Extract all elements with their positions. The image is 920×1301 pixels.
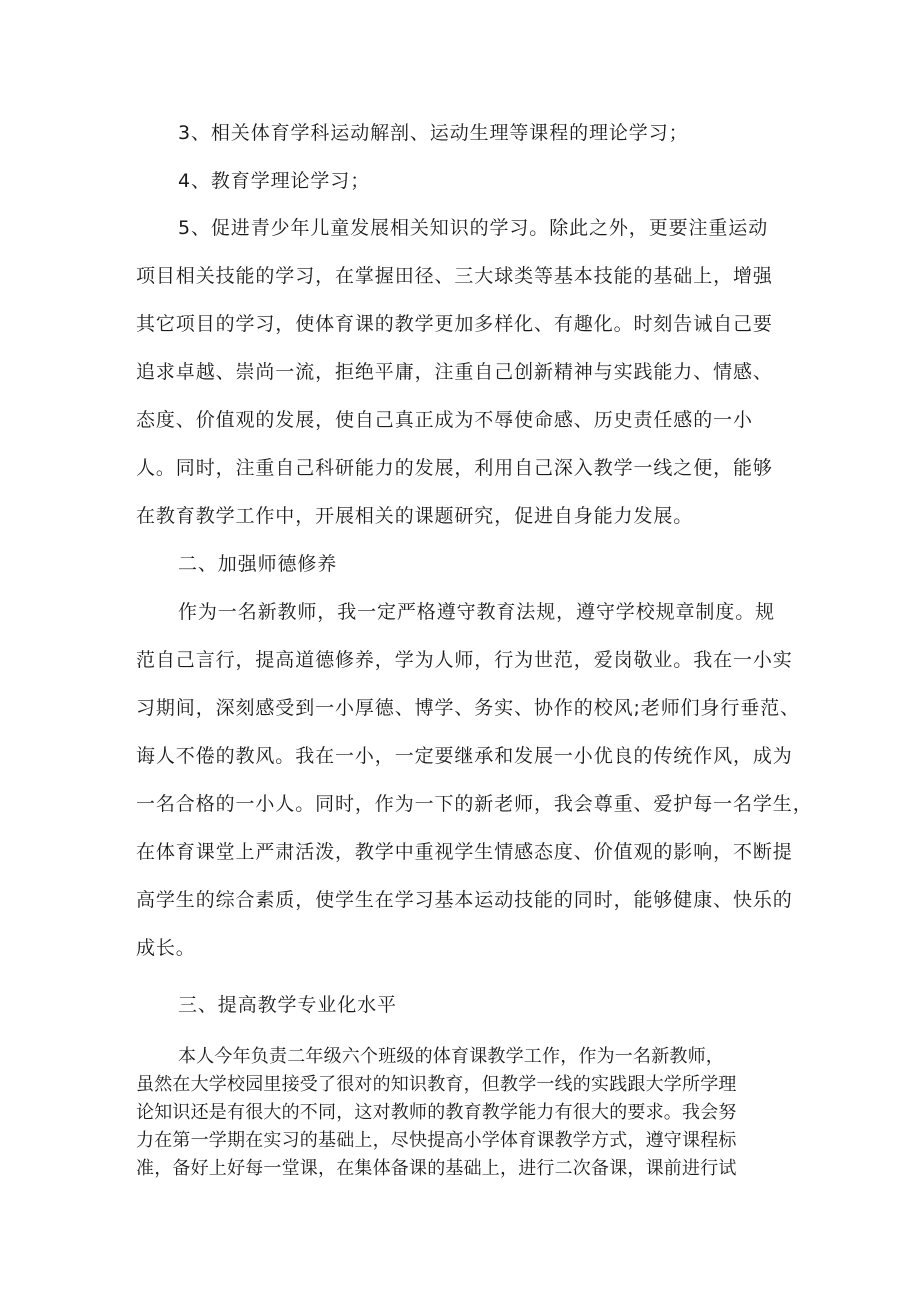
paragraph-line: 习期间，深刻感受到一小厚德、博学、务实、协作的校风;老师们身行垂范、 [136, 697, 801, 719]
paragraph-line: 诲人不倦的教风。我在一小，一定要继承和发展一小优良的传统作风，成为 [136, 745, 793, 767]
list-item-3: 3、相关体育学科运动解剖、运动生理等课程的理论学习； [178, 122, 689, 144]
paragraph-line: 在体育课堂上严肃活泼，教学中重视学生情感态度、价值观的影响，不断提 [136, 841, 793, 863]
paragraph-line: 在教育教学工作中，开展相关的课题研究，促进自身能力发展。 [136, 505, 694, 527]
paragraph-line: 高学生的综合素质，使学生在学习基本运动技能的同时，能够健康、快乐的 [136, 889, 793, 911]
paragraph-line: 力在第一学期在实习的基础上，尽快提高小学体育课教学方式，遵守课程标 [136, 1130, 737, 1151]
paragraph-line: 人。同时，注重自己科研能力的发展，利用自己深入教学一线之便，能够 [136, 457, 773, 479]
paragraph-line: 本人今年负责二年级六个班级的体育课教学工作，作为一名新教师， [178, 1046, 724, 1067]
paragraph-line: 项目相关技能的学习，在掌握田径、三大球类等基本技能的基础上，增强 [136, 265, 773, 287]
paragraph-line: 范自己言行，提高道德修养，学为人师，行为世范，爱岗敬业。我在一小实 [136, 649, 793, 671]
list-item-5: 5、促进青少年儿童发展相关知识的学习。除此之外，更要注重运动 [178, 217, 769, 239]
paragraph-line: 态度、价值观的发展，使自己真正成为不辱使命感、历史责任感的一小 [136, 409, 753, 431]
paragraph-line: 一名合格的一小人。同时，作为一下的新老师，我会尊重、爱护每一名学生， [136, 793, 813, 815]
paragraph-line: 追求卓越、崇尚一流，拒绝平庸，注重自己创新精神与实践能力、情感、 [136, 361, 773, 383]
paragraph-line: 成长。 [136, 937, 196, 959]
paragraph-line: 论知识还是有很大的不同，这对教师的教育教学能力有很大的要求。我会努 [136, 1102, 737, 1123]
paragraph-line: 作为一名新教师，我一定严格遵守教育法规，遵守学校规章制度。规 [178, 601, 776, 623]
paragraph-line: 虽然在大学校园里接受了很对的知识教育，但教学一线的实践跟大学所学理 [136, 1074, 737, 1095]
paragraph-line: 准，备好上好每一堂课，在集体备课的基础上，进行二次备课，课前进行试 [136, 1158, 737, 1179]
paragraph-line: 其它项目的学习，使体育课的教学更加多样化、有趣化。时刻告诫自己要 [136, 313, 773, 335]
section-heading-2: 二、加强师德修养 [178, 553, 338, 575]
section-heading-3: 三、提高教学专业化水平 [178, 994, 397, 1016]
list-item-4: 4、教育学理论学习； [178, 170, 371, 192]
